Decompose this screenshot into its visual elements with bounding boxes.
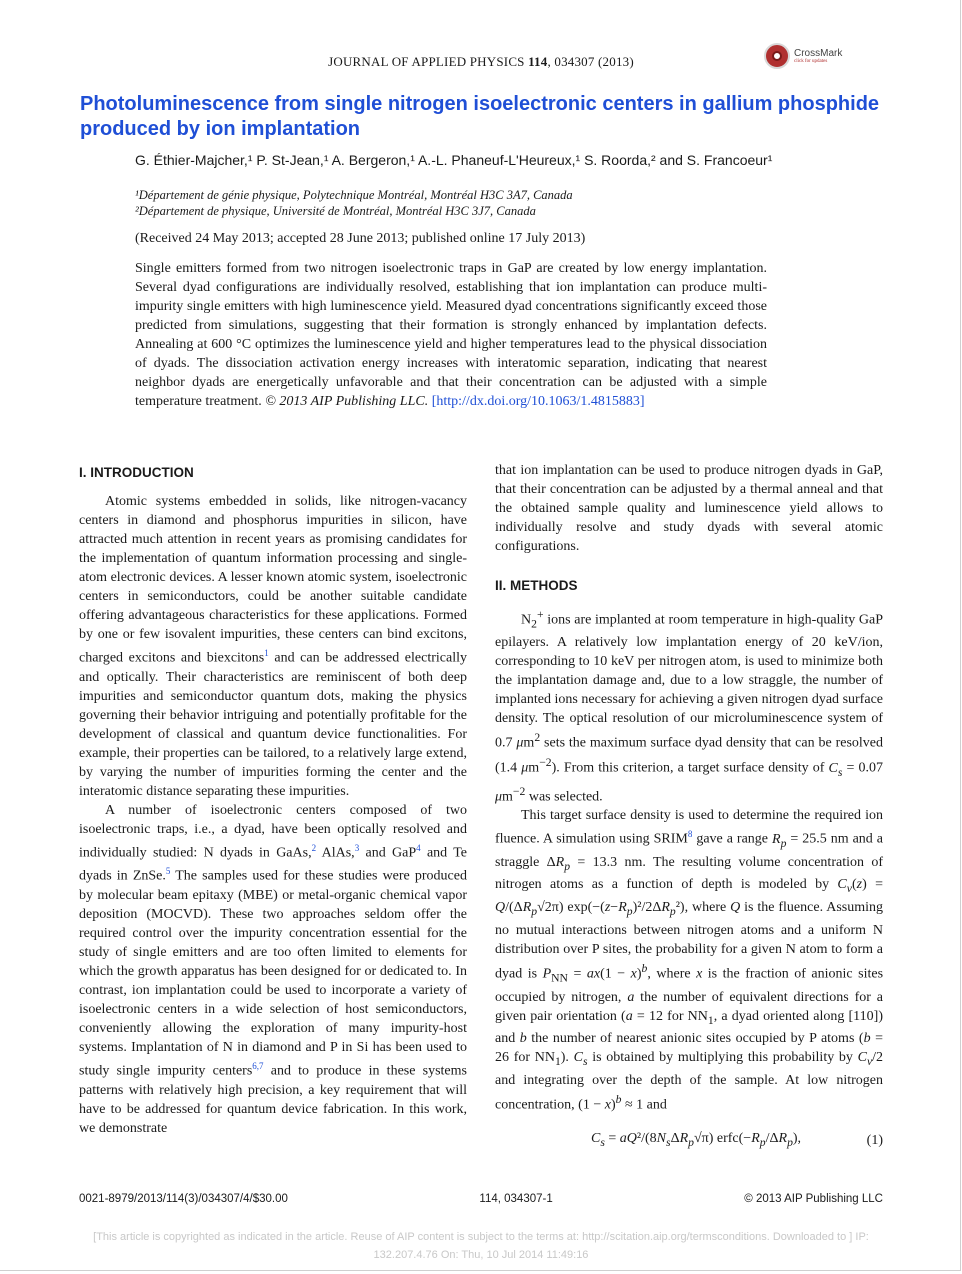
abstract-copyright: © 2013 AIP Publishing LLC. <box>265 394 429 409</box>
methods-paragraph-2: This target surface density is used to determine the required ion fluence. A simulation using SRIM$^8$ gave a range $R_p = 25.5$ nm and a straggle $\Delta R_p = 13.3$ nm. The resulting volume concentration of nitrogen atoms as a function of depth is modeled by $C_v(z) = Q/(\Delta R_p√2\pi)$ $\exp(-(z-R_p)^2/2\Delta R_p^2)$, where Q is the fluence. Assuming no mutual interactions between nitrogen atoms and a uniform N distribution over P sites, the probability for a given N atom to form a dyad is $P_{NN} = ax(1 - x)^b$, where x is the fraction of anionic sites occupied by nitrogen, a the number of equivalent directions for a given pair orientation (a = 12 for $NN_1$, a dyad oriented along [110]) and b the number of nearest anionic sites occupied by P atoms (b = 26 for $NN_1$). $C_s$ is obtained by multiplying this probability by $C_v/2$ and integrating over the depth of the sample. At low nitrogen concentration, $(1 - x)^b \approx 1$ and <box>495 808 884 1113</box>
author-list: G. Éthier-Majcher,¹ P. St-Jean,¹ A. Bergeron,¹ A.-L. Phaneuf-L'Heureux,¹ S. Roorda,² and S. Francoeur¹ <box>135 152 773 168</box>
equation-1-body: $C_s = aQ^2/(8N_s\Delta R_p√\pi)$ $erfc(-R_p/\Delta R_p)$, <box>591 1130 802 1149</box>
page-footer <box>79 1193 883 1205</box>
affiliation-2: ²Département de physique, Université de Montréal, Montréal H3C 3J7, Canada <box>135 204 536 218</box>
methods-heading: II. METHODS <box>495 578 578 593</box>
footer-copyright: © 2013 AIP Publishing LLC <box>744 1193 883 1205</box>
download-watermark <box>20 1228 942 1264</box>
crossmark-label: CrossMark <box>794 47 843 59</box>
abstract-text: Single emitters formed from two nitrogen isoelectronic traps in GaP are created by low energy implantation. Several dyad configurations are individually resolved, establishing that ion implantation can produce multi-impurity single emitters with high luminescence yield. Measured dyad concentrations significantly exceed those predicted from simulations, suggesting that their formation is strongly enhanced by implantation defects. Annealing at 600 °C optimizes the luminescence yield and higher temperatures lead to the physical dissociation of dyads. The dissociation activation energy increases with interatomic separation, indicating that nearest neighbor dyads are energetically unfavorable and that their concentration can be adjusted with a simple temperature treatment. <box>135 261 767 409</box>
crossmark-badge[interactable] <box>764 40 854 72</box>
crossmark-icon <box>764 43 790 69</box>
journal-name: JOURNAL OF APPLIED PHYSICS <box>328 54 525 69</box>
affiliation-1: ¹Département de génie physique, Polytechnique Montréal, Montréal H3C 3A7, Canada <box>135 188 573 202</box>
watermark-line-1: [This article is copyrighted as indicated in the article. Reuse of AIP content is subject to the terms at: http://scitation.aip.org/termsconditions. Downloaded to ] IP: <box>93 1231 869 1243</box>
methods-paragraph-1: $N_2^+$ ions are implanted at room temperature in high-quality GaP epilayers. A relatively low implantation energy of 20 keV/ion, corresponding to 10 keV per nitrogen atom, is used to minimize both the implantation damage and, due to a low straggle, the number of implanted ions necessary for achieving a given nitrogen dyad surface density. The optical resolution of our microluminescence system of 0.7 $\mu m^2$ sets the maximum surface dyad density that can be resolved (1.4 $\mu m^{-2}$). From this criterion, a target surface density of $C_s = 0.07$ $\mu m^{-2}$ was selected. <box>495 608 883 805</box>
abstract <box>135 259 767 411</box>
received-dates: (Received 24 May 2013; accepted 28 June 2013; published online 17 July 2013) <box>135 231 586 246</box>
intro-heading: I. INTRODUCTION <box>79 465 194 480</box>
equation-1-number: (1) <box>866 1132 883 1148</box>
article-title: Photoluminescence from single nitrogen isoelectronic centers in gallium phosphide produced by ion implantation <box>80 93 880 140</box>
intro-paragraph-2: A number of isoelectronic centers composed of two isoelectronic traps, i.e., a dyad, have been optically resolved and individually studied: N dyads in GaAs,$^2$ AlAs,$^3$ and GaP$^4$ and Te dyads in ZnSe.$^5$ The samples used for these studies were produced by molecular beam epitaxy (MBE) or metal-organic chemical vapor deposition (MOCVD). These two approaches seldom offer the required control over the impurity concentration essential for the study of single emitters and are too often limited to elements for which the growth apparatus has been designed for or dedicated to. In contrast, ion implantation could be used to incorporate a variety of isoelectronic centers in a wide selection of host semiconductors, conveniently allowing the exploration of many impurity-host systems. Implantation of N in diamond and P in Si has been used to study single impurity centers$^{6,7}$ and to produce in these systems patterns with relatively high precision, a key requirement that will have to be addressed for quantum device fabrication. In this work, we demonstrate <box>79 802 468 1136</box>
doi-link[interactable]: [http://dx.doi.org/10.1063/1.4815883] <box>431 394 645 409</box>
intro-paragraph-3: that ion implantation can be used to produce nitrogen dyads in GaP, that their concentration can be adjusted by a thermal anneal and that the obtained sample quality and luminescence yield allows to individually resolve and study dyads with several atomic configurations. <box>495 463 883 554</box>
footer-issn: 0021-8979/2013/114(3)/034307/4/$30.00 <box>79 1193 288 1205</box>
journal-pages: , 034307 (2013) <box>547 54 634 69</box>
watermark-line-2: 132.207.4.76 On: Thu, 10 Jul 2014 11:49:16 <box>373 1249 589 1261</box>
footer-page: 114, 034307-1 <box>479 1193 553 1205</box>
left-column <box>79 461 467 1138</box>
equation-1 <box>495 1129 883 1152</box>
intro-paragraph-1: Atomic systems embedded in solids, like nitrogen-vacancy centers in diamond and phosphorus impurities in silicon, have attracted much attention in recent years as promising candidates for the implementation of quantum information processing and single-atom electronic devices. A lesser known atomic system, isoelectronic centers in semiconductors, could be another suitable candidate offering advantageous characteristics for these applications. Formed by one or few isovalent impurities, these centers can bind excitons, charged excitons and biexcitons$^1$ and can be addressed electrically and optically. Their characteristics are reminiscent of both deep impurities and semiconductor quantum dots, making the physics governing their behavior intriguing and potentially profitable for the development of classical and quantum device functionalities. For example, their properties can be tailored, to a relatively large extend, by varying the number of impurities forming the center and the interatomic distance separating these impurities. <box>79 494 467 799</box>
right-column <box>495 461 883 1152</box>
journal-volume: 114 <box>528 54 548 69</box>
crossmark-sub: click for updates <box>794 58 828 64</box>
